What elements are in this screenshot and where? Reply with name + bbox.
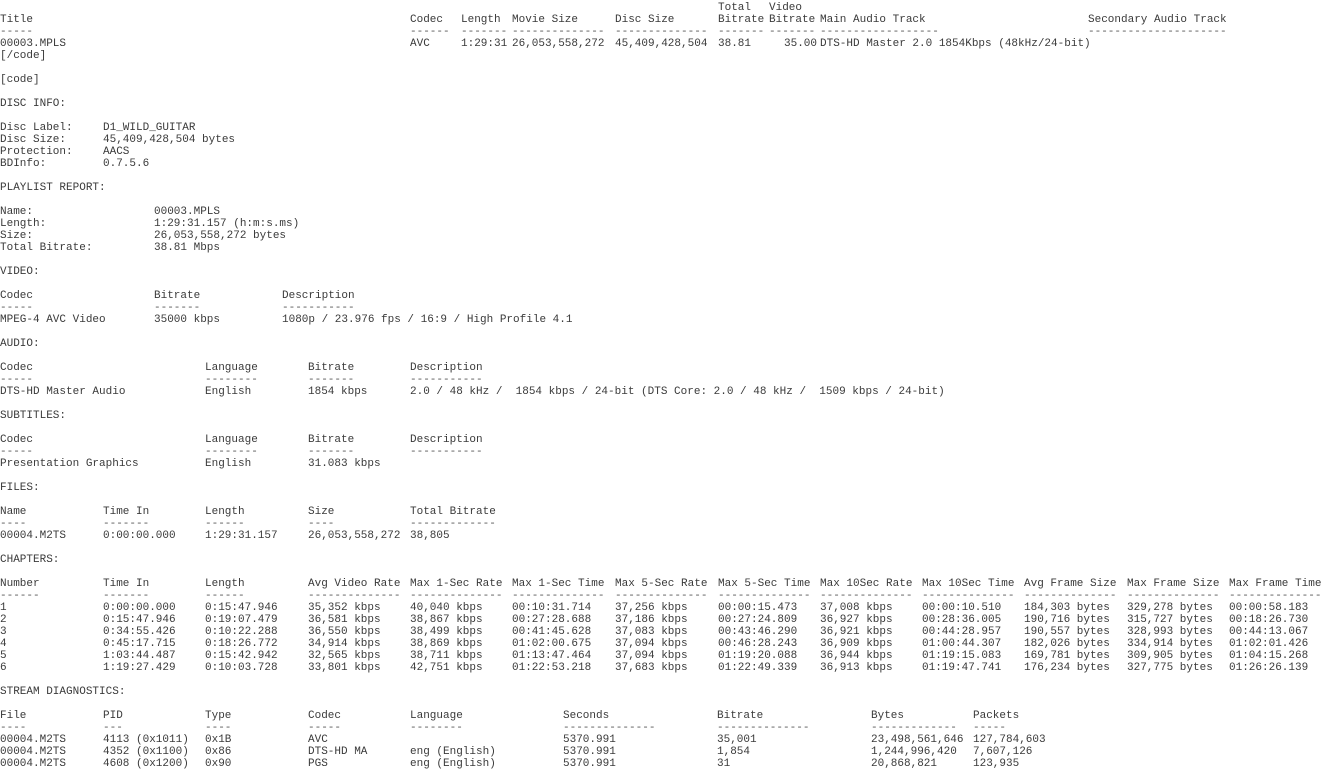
bdinfo-value: 0.7.5.6: [103, 158, 150, 170]
files-header-length: Length: [205, 506, 245, 518]
chapter-header: Max 5-Sec Rate: [615, 578, 708, 590]
stream-dash: --------------: [717, 722, 810, 734]
chapter-cell: 37,256 kbps: [615, 602, 688, 614]
audio-dash-description: -----------: [410, 374, 483, 386]
chapter-header: Max Frame Time: [1229, 578, 1322, 590]
stream-cell: 1,244,996,420: [871, 746, 957, 758]
chapter-cell: 37,186 kbps: [615, 614, 688, 626]
row-video-bitrate: 35.00: [784, 38, 818, 50]
stream-dash: ----: [0, 722, 27, 734]
video-dash-description: -----------: [282, 302, 355, 314]
audio-header-codec: Codec: [0, 362, 34, 374]
chapter-cell: 37,083 kbps: [615, 626, 688, 638]
chapter-cell: 01:02:01.426: [1229, 638, 1309, 650]
chapter-cell: 1:19:27.429: [103, 662, 176, 674]
files-dash-length: ------: [205, 518, 245, 530]
stream-cell: 31: [717, 758, 731, 770]
chapter-header: Time In: [103, 578, 150, 590]
chapter-header: Max Frame Size: [1127, 578, 1220, 590]
files-header-time-in: Time In: [103, 506, 150, 518]
dash-length: -------: [461, 26, 508, 38]
files-row-time-in: 0:00:00.000: [103, 530, 176, 542]
audio-header-language: Language: [205, 362, 258, 374]
chapter-cell: 36,927 kbps: [820, 614, 893, 626]
chapter-dash: --------------: [512, 590, 605, 602]
dash-movie-size: --------------: [512, 26, 605, 38]
subtitles-header-codec: Codec: [0, 434, 34, 446]
chapter-cell: 1: [0, 602, 7, 614]
files-header-name: Name: [0, 506, 27, 518]
row-total-bitrate: 38.81: [718, 38, 752, 50]
chapter-cell: 38,711 kbps: [410, 650, 483, 662]
chapter-cell: 37,683 kbps: [615, 662, 688, 674]
dash-codec: ------: [410, 26, 450, 38]
chapter-cell: 00:10:31.714: [512, 602, 592, 614]
row-main-audio: DTS-HD Master 2.0 1854Kbps (48kHz/24-bit): [820, 38, 1091, 50]
chapter-cell: 00:44:13.067: [1229, 626, 1309, 638]
stream-header: Language: [410, 710, 463, 722]
chapter-cell: 00:44:28.957: [922, 626, 1002, 638]
stream-cell: 127,784,603: [973, 734, 1046, 746]
chapter-cell: 35,352 kbps: [308, 602, 381, 614]
chapter-cell: 01:00:44.307: [922, 638, 1002, 650]
chapter-cell: 0:45:17.715: [103, 638, 176, 650]
chapter-cell: 01:04:15.268: [1229, 650, 1309, 662]
chapter-cell: 33,801 kbps: [308, 662, 381, 674]
playlist-bitrate-value: 38.81 Mbps: [154, 242, 221, 254]
stream-cell: eng (English): [410, 746, 496, 758]
stream-cell: 5370.991: [563, 746, 616, 758]
chapter-cell: 315,727 bytes: [1127, 614, 1213, 626]
chapter-cell: 0:19:07.479: [205, 614, 278, 626]
files-dash-name: ----: [0, 518, 27, 530]
stream-cell: 4352 (0x1100): [103, 746, 189, 758]
stream-dash: -----: [973, 722, 1007, 734]
chapter-cell: 01:19:47.741: [922, 662, 1002, 674]
files-row-length: 1:29:31.157: [205, 530, 278, 542]
files-row-total-bitrate: 38,805: [410, 530, 450, 542]
chapter-cell: 36,581 kbps: [308, 614, 381, 626]
chapter-cell: 38,869 kbps: [410, 638, 483, 650]
code-close-tag: [/code]: [0, 50, 47, 62]
disc-info-heading: DISC INFO:: [0, 98, 67, 110]
chapter-cell: 01:22:49.339: [718, 662, 798, 674]
chapter-cell: 3: [0, 626, 7, 638]
row-codec: AVC: [410, 38, 430, 50]
chapter-dash: --------------: [1024, 590, 1117, 602]
video-row-codec: MPEG-4 AVC Video: [0, 314, 106, 326]
stream-header: Seconds: [563, 710, 610, 722]
chapter-header: Max 1-Sec Rate: [410, 578, 503, 590]
chapters-heading: CHAPTERS:: [0, 554, 60, 566]
disc-size-value: 45,409,428,504 bytes: [103, 134, 236, 146]
stream-cell: 00004.M2TS: [0, 758, 67, 770]
chapter-cell: 36,921 kbps: [820, 626, 893, 638]
chapter-header: Max 1-Sec Time: [512, 578, 605, 590]
subtitles-row-codec: Presentation Graphics: [0, 458, 139, 470]
subtitles-heading: SUBTITLES:: [0, 410, 67, 422]
audio-row-description: 2.0 / 48 kHz / 1854 kbps / 24-bit (DTS Core: 2.0 / 48 kHz / 1509 kbps / 24-bit): [410, 386, 945, 398]
chapter-cell: 36,909 kbps: [820, 638, 893, 650]
playlist-name-label: Name:: [0, 206, 34, 218]
stream-header: Bitrate: [717, 710, 764, 722]
dash-disc-size: --------------: [615, 26, 708, 38]
audio-header-bitrate: Bitrate: [308, 362, 355, 374]
audio-dash-bitrate: -------: [308, 374, 355, 386]
header-length: Length: [461, 14, 501, 26]
audio-row-bitrate: 1854 kbps: [308, 386, 368, 398]
header-codec: Codec: [410, 14, 444, 26]
chapter-cell: 01:22:53.218: [512, 662, 592, 674]
audio-row-language: English: [205, 386, 252, 398]
stream-cell: PGS: [308, 758, 328, 770]
chapter-cell: 0:00:00.000: [103, 602, 176, 614]
chapter-cell: 37,094 kbps: [615, 638, 688, 650]
header-disc-size: Disc Size: [615, 14, 675, 26]
chapter-cell: 190,557 bytes: [1024, 626, 1110, 638]
chapter-cell: 00:27:24.809: [718, 614, 798, 626]
chapter-header: Avg Frame Size: [1024, 578, 1117, 590]
subtitles-dash-description: -----------: [410, 446, 483, 458]
stream-cell: 5370.991: [563, 734, 616, 746]
stream-cell: 0x1B: [205, 734, 232, 746]
row-length: 1:29:31: [461, 38, 508, 50]
subtitles-dash-codec: -----: [0, 446, 34, 458]
disc-label-label: Disc Label:: [0, 122, 73, 134]
chapter-cell: 0:15:47.946: [205, 602, 278, 614]
chapter-cell: 169,781 bytes: [1024, 650, 1110, 662]
chapter-cell: 184,303 bytes: [1024, 602, 1110, 614]
bdinfo-label: BDInfo:: [0, 158, 47, 170]
chapter-cell: 38,867 kbps: [410, 614, 483, 626]
files-heading: FILES:: [0, 482, 40, 494]
stream-cell: DTS-HD MA: [308, 746, 368, 758]
chapter-cell: 37,094 kbps: [615, 650, 688, 662]
chapter-header: Max 10Sec Time: [922, 578, 1015, 590]
playlist-bitrate-label: Total Bitrate:: [0, 242, 93, 254]
chapter-cell: 0:10:03.728: [205, 662, 278, 674]
stream-dash: --------------: [563, 722, 656, 734]
chapter-dash: --------------: [718, 590, 811, 602]
chapter-cell: 2: [0, 614, 7, 626]
chapter-cell: 334,914 bytes: [1127, 638, 1213, 650]
chapter-cell: 40,040 kbps: [410, 602, 483, 614]
files-dash-total-bitrate: -------------: [410, 518, 496, 530]
video-dash-codec: -----: [0, 302, 34, 314]
chapter-dash: --------------: [922, 590, 1015, 602]
chapter-cell: 00:00:15.473: [718, 602, 798, 614]
stream-cell: 7,607,126: [973, 746, 1033, 758]
video-row-bitrate: 35000 kbps: [154, 314, 221, 326]
stream-header: File: [0, 710, 27, 722]
chapter-cell: 42,751 kbps: [410, 662, 483, 674]
chapter-dash: --------------: [820, 590, 913, 602]
chapter-cell: 01:19:20.088: [718, 650, 798, 662]
stream-dash: ----: [205, 722, 232, 734]
chapter-cell: 176,234 bytes: [1024, 662, 1110, 674]
stream-header: Type: [205, 710, 232, 722]
chapter-dash: --------------: [308, 590, 401, 602]
stream-cell: eng (English): [410, 758, 496, 770]
subtitles-dash-bitrate: -------: [308, 446, 355, 458]
header-video-bitrate: Bitrate: [769, 14, 816, 26]
protection-value: AACS: [103, 146, 130, 158]
stream-header: PID: [103, 710, 123, 722]
stream-header: Bytes: [871, 710, 905, 722]
dash-main-audio: ------------------: [820, 26, 939, 38]
chapter-dash: --------------: [615, 590, 708, 602]
stream-cell: 123,935: [973, 758, 1020, 770]
chapter-header: Max 5-Sec Time: [718, 578, 811, 590]
subtitles-dash-language: --------: [205, 446, 258, 458]
dash-total-bitrate: -------: [718, 26, 765, 38]
stream-cell: 4113 (0x1011): [103, 734, 189, 746]
chapter-header: Length: [205, 578, 245, 590]
chapter-cell: 38,499 kbps: [410, 626, 483, 638]
chapter-cell: 32,565 kbps: [308, 650, 381, 662]
files-dash-time-in: -------: [103, 518, 150, 530]
disc-label-value: D1_WILD_GUITAR: [103, 122, 196, 134]
chapter-cell: 5: [0, 650, 7, 662]
header-video: Video: [769, 2, 803, 14]
chapter-cell: 0:34:55.426: [103, 626, 176, 638]
chapter-cell: 34,914 kbps: [308, 638, 381, 650]
files-row-name: 00004.M2TS: [0, 530, 67, 542]
audio-dash-codec: -----: [0, 374, 34, 386]
stream-cell: 00004.M2TS: [0, 746, 67, 758]
chapter-cell: 00:28:36.005: [922, 614, 1002, 626]
header-main-audio: Main Audio Track: [820, 14, 926, 26]
header-secondary-audio: Secondary Audio Track: [1088, 14, 1227, 26]
stream-cell: 23,498,561,646: [871, 734, 964, 746]
playlist-size-value: 26,053,558,272 bytes: [154, 230, 287, 242]
playlist-length-label: Length:: [0, 218, 47, 230]
row-movie-size: 26,053,558,272: [512, 38, 605, 50]
playlist-size-label: Size:: [0, 230, 34, 242]
chapter-cell: 1:03:44.487: [103, 650, 176, 662]
chapter-cell: 0:15:47.946: [103, 614, 176, 626]
stream-cell: 0x90: [205, 758, 232, 770]
playlist-report-heading: PLAYLIST REPORT:: [0, 182, 106, 194]
subtitles-row-bitrate: 31.083 kbps: [308, 458, 381, 470]
dash-secondary-audio: ---------------------: [1088, 26, 1227, 38]
audio-row-codec: DTS-HD Master Audio: [0, 386, 126, 398]
video-header-description: Description: [282, 290, 355, 302]
chapter-cell: 36,550 kbps: [308, 626, 381, 638]
chapter-cell: 00:00:58.183: [1229, 602, 1309, 614]
header-title: Title: [0, 14, 34, 26]
subtitles-header-bitrate: Bitrate: [308, 434, 355, 446]
video-header-bitrate: Bitrate: [154, 290, 201, 302]
chapter-cell: 01:19:15.083: [922, 650, 1002, 662]
chapter-cell: 01:13:47.464: [512, 650, 592, 662]
chapter-cell: 00:27:28.688: [512, 614, 592, 626]
stream-cell: 4608 (0x1200): [103, 758, 189, 770]
chapter-header: Number: [0, 578, 40, 590]
files-header-total-bitrate: Total Bitrate: [410, 506, 496, 518]
files-header-size: Size: [308, 506, 335, 518]
dash-title: -----: [0, 26, 34, 38]
row-disc-size: 45,409,428,504: [615, 38, 708, 50]
chapter-dash: --------------: [1229, 590, 1322, 602]
chapter-header: Max 10Sec Rate: [820, 578, 913, 590]
chapter-cell: 329,278 bytes: [1127, 602, 1213, 614]
stream-cell: 00004.M2TS: [0, 734, 67, 746]
stream-header: Codec: [308, 710, 342, 722]
chapter-cell: 328,993 bytes: [1127, 626, 1213, 638]
subtitles-header-language: Language: [205, 434, 258, 446]
header-total: Total: [718, 2, 752, 14]
chapter-dash: ------: [0, 590, 40, 602]
stream-cell: 0x86: [205, 746, 232, 758]
stream-header: Packets: [973, 710, 1020, 722]
stream-cell: 5370.991: [563, 758, 616, 770]
chapter-dash: -------: [103, 590, 150, 602]
chapter-cell: 37,008 kbps: [820, 602, 893, 614]
header-total-bitrate: Bitrate: [718, 14, 765, 26]
stream-diagnostics-heading: STREAM DIAGNOSTICS:: [0, 686, 126, 698]
chapter-cell: 6: [0, 662, 7, 674]
chapter-cell: 36,913 kbps: [820, 662, 893, 674]
chapter-cell: 00:46:28.243: [718, 638, 798, 650]
chapter-dash: --------------: [1127, 590, 1220, 602]
chapter-cell: 01:02:00.675: [512, 638, 592, 650]
chapter-cell: 0:15:42.942: [205, 650, 278, 662]
chapter-cell: 0:10:22.288: [205, 626, 278, 638]
chapter-cell: 0:18:26.772: [205, 638, 278, 650]
files-row-size: 26,053,558,272: [308, 530, 401, 542]
video-header-codec: Codec: [0, 290, 34, 302]
stream-dash: ---: [103, 722, 123, 734]
playlist-name-value: 00003.MPLS: [154, 206, 221, 218]
chapter-cell: 190,716 bytes: [1024, 614, 1110, 626]
audio-dash-language: --------: [205, 374, 258, 386]
protection-label: Protection:: [0, 146, 73, 158]
dash-video-bitrate: -------: [769, 26, 816, 38]
stream-cell: AVC: [308, 734, 328, 746]
chapter-dash: ------: [205, 590, 245, 602]
header-movie-size: Movie Size: [512, 14, 579, 26]
chapter-cell: 00:43:46.290: [718, 626, 798, 638]
stream-dash: -------------: [871, 722, 957, 734]
chapter-cell: 00:41:45.628: [512, 626, 592, 638]
stream-dash: -----: [308, 722, 342, 734]
stream-dash: --------: [410, 722, 463, 734]
chapter-cell: 182,026 bytes: [1024, 638, 1110, 650]
subtitles-row-language: English: [205, 458, 252, 470]
stream-cell: 1,854: [717, 746, 751, 758]
playlist-length-value: 1:29:31.157 (h:m:s.ms): [154, 218, 300, 230]
video-heading: VIDEO:: [0, 266, 40, 278]
files-dash-size: ----: [308, 518, 335, 530]
subtitles-header-description: Description: [410, 434, 483, 446]
chapter-header: Avg Video Rate: [308, 578, 401, 590]
disc-size-label: Disc Size:: [0, 134, 67, 146]
video-dash-bitrate: -------: [154, 302, 201, 314]
row-title: 00003.MPLS: [0, 38, 67, 50]
chapter-cell: 36,944 kbps: [820, 650, 893, 662]
chapter-cell: 01:26:26.139: [1229, 662, 1309, 674]
chapter-cell: 00:18:26.730: [1229, 614, 1309, 626]
code-open-tag: [code]: [0, 74, 40, 86]
chapter-dash: --------------: [410, 590, 503, 602]
stream-cell: 35,001: [717, 734, 757, 746]
stream-cell: 20,868,821: [871, 758, 938, 770]
audio-heading: AUDIO:: [0, 338, 40, 350]
video-row-description: 1080p / 23.976 fps / 16:9 / High Profile 4.1: [282, 314, 573, 326]
chapter-cell: 00:00:10.510: [922, 602, 1002, 614]
chapter-cell: 309,905 bytes: [1127, 650, 1213, 662]
chapter-cell: 327,775 bytes: [1127, 662, 1213, 674]
chapter-cell: 4: [0, 638, 7, 650]
audio-header-description: Description: [410, 362, 483, 374]
